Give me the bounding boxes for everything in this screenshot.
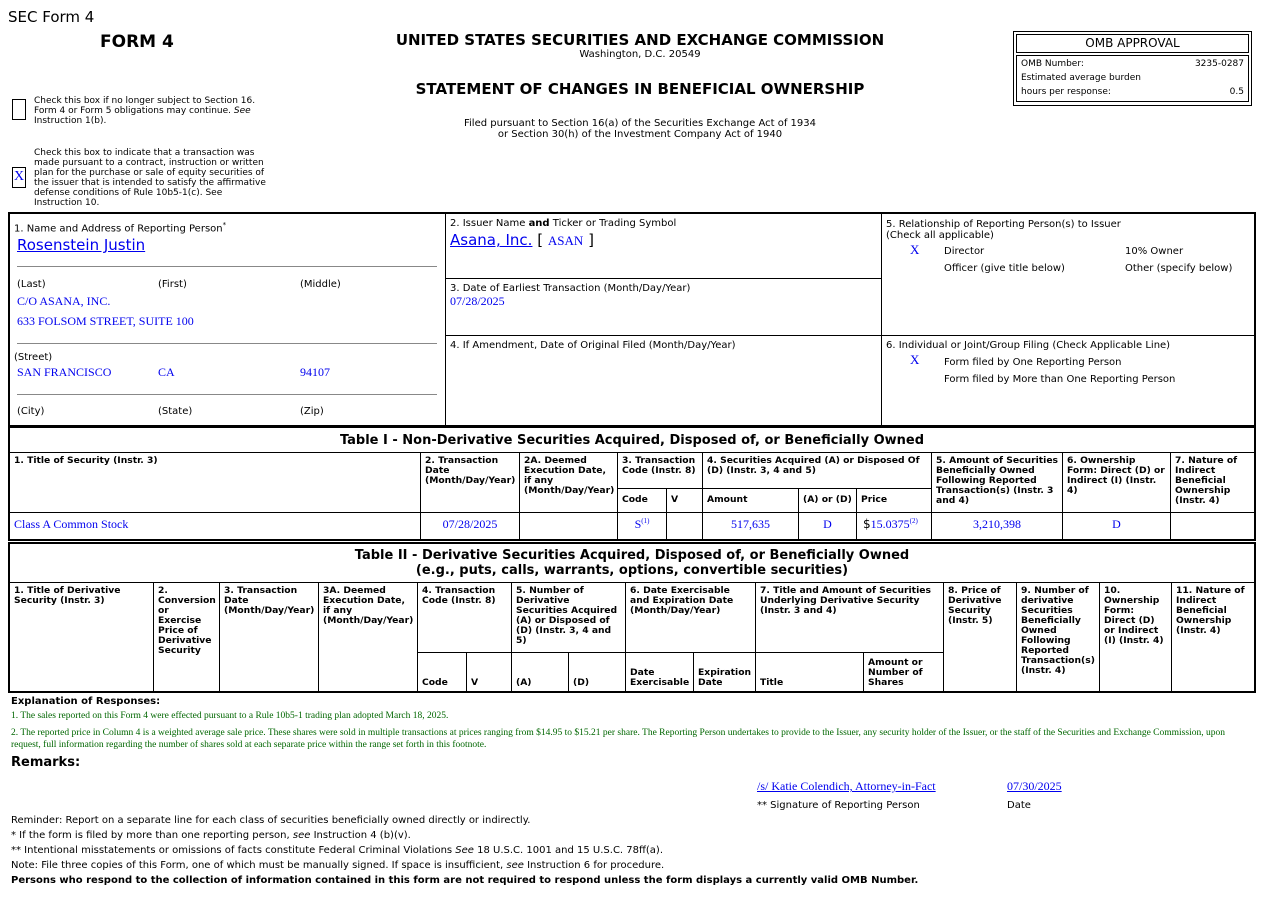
note2-see: see — [292, 830, 311, 841]
transaction-code — [618, 517, 666, 532]
one-person-label: Form filed by One Reporting Person — [944, 357, 1122, 368]
table2-title-1: Table II - Derivative Securities Acquired, Disposed of, or Beneficially Owned — [354, 548, 910, 563]
t1-col5-header: 5. Amount of Securities Beneficially Owned Following Reported Transaction(s) (Instr. 3 and 4) — [931, 452, 1063, 513]
t2-col4-header: 4. Transaction Code (Instr. 8) — [417, 582, 512, 653]
first-label: (First) — [158, 279, 187, 290]
t1-price-header: Price — [856, 488, 932, 513]
box3-label: 3. Date of Earliest Transaction (Month/Day/Year) — [450, 283, 691, 294]
box4-label: 4. If Amendment, Date of Original Filed (Month/Day/Year) — [450, 340, 736, 351]
t1-date-cell — [420, 512, 520, 541]
note-copies — [11, 860, 664, 871]
t1-aord-cell — [798, 512, 857, 541]
t1-col3-header: 3. Transaction Code (Instr. 8) — [617, 452, 703, 489]
last-label: (Last) — [17, 279, 46, 290]
note4-b: Instruction 6 for procedure. — [523, 860, 665, 871]
reporting-person-box — [8, 212, 446, 426]
price-number: 15.0375 — [870, 517, 910, 531]
t2-col8-header: 8. Price of Derivative Security (Instr. 5) — [943, 582, 1017, 693]
price-value — [863, 517, 918, 532]
zip-value: 94107 — [300, 365, 330, 379]
t2-v-header: V — [466, 652, 512, 693]
agency-title: UNITED STATES SECURITIES AND EXCHANGE COMMISSION — [395, 31, 885, 49]
transaction-date: 07/28/2025 — [442, 517, 498, 531]
t1-v-header: V — [666, 488, 703, 513]
name-rule — [17, 266, 437, 267]
box5-label-2: (Check all applicable) — [886, 230, 994, 241]
address-rule — [17, 343, 437, 344]
issuer-box — [445, 212, 882, 279]
t1-col7-header: 7. Nature of Indirect Beneficial Ownership (Instr. 4) — [1170, 452, 1256, 513]
note2-a: * If the form is filed by more than one reporting person, — [11, 830, 293, 841]
form-label: FORM 4 — [100, 32, 174, 52]
t2-date-exercisable-header: Date Exercisable — [625, 652, 694, 693]
table2-title-bar — [8, 542, 1256, 583]
amendment-box — [445, 335, 882, 426]
address-line-1: C/O ASANA, INC. — [17, 294, 111, 308]
one-person-check-mark[interactable]: X — [910, 352, 920, 367]
t1-form-cell — [1062, 512, 1171, 541]
box6-label: 6. Individual or Joint/Group Filing (Check Applicable Line) — [886, 340, 1171, 351]
remarks-heading: Remarks: — [11, 755, 81, 770]
note-reminder: Reminder: Report on a separate line for each class of securities beneficially owned directly or indirectly. — [11, 815, 531, 826]
footnote-2-ref[interactable]: (2) — [909, 517, 918, 525]
t2-col9-header: 9. Number of derivative Securities Beneficially Owned Following Reported Transaction(s) (Instr. 4) — [1016, 582, 1100, 693]
doc-title: SEC Form 4 — [8, 8, 95, 26]
t1-col6-header: 6. Ownership Form: Direct (D) or Indirect (I) (Instr. 4) — [1062, 452, 1171, 513]
more-persons-label: Form filed by More than One Reporting Person — [944, 374, 1176, 385]
agency-city: Washington, D.C. 20549 — [579, 49, 701, 60]
t1-col2a-header: 2A. Deemed Execution Date, if any (Month/Day/Year) — [519, 452, 618, 513]
t2-col2-header: 2. Conversion or Exercise Price of Derivative Security — [153, 582, 220, 693]
earliest-transaction-box — [445, 278, 882, 336]
box2-label — [450, 218, 676, 229]
filed-line-1: Filed pursuant to Section 16(a) of the Securities Exchange Act of 1934 — [464, 118, 816, 129]
statement-title: STATEMENT OF CHANGES IN BENEFICIAL OWNERSHIP — [415, 80, 865, 98]
city-value: SAN FRANCISCO — [17, 365, 112, 379]
t2-code-header: Code — [417, 652, 467, 693]
table1-title: Table I - Non-Derivative Securities Acquired, Disposed of, or Beneficially Owned — [339, 433, 925, 448]
explanation-heading: Explanation of Responses: — [11, 696, 161, 707]
director-check-mark[interactable]: X — [910, 242, 920, 257]
address-line-2: 633 FOLSOM STREET, SUITE 100 — [17, 314, 194, 328]
table-row — [8, 512, 421, 541]
issuer-name[interactable]: Asana, Inc. — [450, 231, 533, 249]
security-title: Class A Common Stock — [14, 517, 129, 531]
t1-amount-cell — [702, 512, 799, 541]
signature-name[interactable]: /s/ Katie Colendich, Attorney-in-Fact — [757, 779, 936, 793]
t2-col5-header: 5. Number of Derivative Securities Acquired (A) or Disposed of (D) (Instr. 3, 4 and 5) — [511, 582, 626, 653]
t1-deemed-cell — [519, 512, 618, 541]
table1-title-bar — [8, 426, 1256, 453]
t2-col1-header: 1. Title of Derivative Security (Instr. 3) — [8, 582, 154, 693]
amount-value: 517,635 — [731, 517, 770, 531]
state-label: (State) — [158, 406, 193, 417]
state-value: CA — [158, 365, 175, 379]
t2-d-header: (D) — [568, 652, 626, 693]
note3-see: See — [455, 845, 474, 856]
signature-label: ** Signature of Reporting Person — [757, 800, 920, 811]
box5-label-1: 5. Relationship of Reporting Person(s) to Issuer — [886, 219, 1121, 230]
t1-price-cell — [856, 512, 932, 541]
footnote-1: 1. The sales reported on this Form 4 were effected pursuant to a Rule 10b5-1 trading plan adopted March 18, 2025. — [11, 711, 449, 721]
t2-col3-header: 3. Transaction Date (Month/Day/Year) — [219, 582, 319, 693]
box2-label-a: 2. Issuer Name — [450, 218, 529, 229]
zip-label: (Zip) — [300, 406, 324, 417]
section16-see: See — [233, 106, 251, 116]
t2-col10-header: 10. Ownership Form: Direct (D) or Indirect (I) (Instr. 4) — [1099, 582, 1172, 693]
section16-text-b: Instruction 1(b). — [34, 116, 107, 126]
relationship-box — [881, 212, 1256, 336]
bracket-open: [ — [537, 231, 544, 249]
city-rule — [17, 394, 437, 395]
t2-col3a-header: 3A. Deemed Execution Date, if any (Month/Day/Year) — [318, 582, 418, 693]
ticker-symbol: ASAN — [547, 233, 584, 248]
box1-label-text: 1. Name and Address of Reporting Person — [14, 223, 223, 235]
box1-label — [14, 221, 226, 234]
omb-approval-box — [1013, 31, 1252, 106]
note4-see: see — [506, 860, 524, 871]
owned-value: 3,210,398 — [973, 517, 1021, 531]
t2-a-header: (A) — [511, 652, 569, 693]
note3-b: 18 U.S.C. 1001 and 15 U.S.C. 78ff(a). — [473, 845, 664, 856]
t1-col4-header: 4. Securities Acquired (A) or Disposed Of (D) (Instr. 3, 4 and 5) — [702, 452, 932, 489]
t1-col1-header: 1. Title of Security (Instr. 3) — [8, 452, 421, 513]
note-multiple-persons — [11, 830, 411, 841]
bracket-close: ] — [588, 231, 594, 249]
omb-number-value: 3235-0287 — [1194, 59, 1244, 69]
officer-label: Officer (give title below) — [944, 263, 1065, 274]
issuer-line — [450, 231, 594, 249]
rule10b5-text: Check this box to indicate that a transaction was made pursuant to a contract, instruction or written plan for the purchase or sale of equity securities of the issuer that is intended to satisfy the affirmative defense conditions of Rule 10b5-1(c). See Instruction 10. — [34, 148, 266, 208]
note3-a: ** Intentional misstatements or omissions of facts constitute Federal Criminal Violations — [11, 845, 456, 856]
t2-col6-header: 6. Date Exercisable and Expiration Date (Month/Day/Year) — [625, 582, 756, 653]
earliest-transaction-date: 07/28/2025 — [450, 294, 505, 308]
price-dollar: $ — [863, 517, 871, 531]
omb-burden-label-1: Estimated average burden — [1021, 73, 1141, 83]
t1-nature-cell — [1170, 512, 1256, 541]
omb-title: OMB APPROVAL — [1016, 34, 1249, 53]
t1-col2-header: 2. Transaction Date (Month/Day/Year) — [420, 452, 520, 513]
date-label: Date — [1007, 800, 1031, 811]
reporting-person-name[interactable]: Rosenstein Justin — [17, 236, 146, 254]
t1-aord-header: (A) or (D) — [798, 488, 857, 513]
street-label: (Street) — [14, 352, 53, 363]
section16-text-a: Check this box if no longer subject to Section 16. Form 4 or Form 5 obligations may continue. — [34, 96, 256, 116]
footnote-1-ref[interactable]: (1) — [641, 517, 650, 525]
section16-text — [34, 96, 264, 126]
ownership-form-value: D — [1112, 517, 1121, 531]
box2-label-b: Ticker or Trading Symbol — [549, 218, 677, 229]
omb-details — [1016, 55, 1249, 102]
t2-expiration-header: Expiration Date — [693, 652, 756, 693]
t2-amount-header: Amount or Number of Shares — [863, 652, 944, 693]
t1-code-header: Code — [617, 488, 667, 513]
transaction-code-value: S — [634, 517, 642, 531]
director-label: Director — [944, 246, 985, 257]
rule10b5-checkbox[interactable]: X — [12, 167, 26, 188]
t2-col7-header: 7. Title and Amount of Securities Underlying Derivative Security (Instr. 3 and 4) — [755, 582, 944, 653]
footnote-2: 2. The reported price in Column 4 is a weighted average sale price. These shares were sold in multiple transactions at prices ranging from $14.95 to $15.21 per share. The Reporting Person undertakes to provide to the Issuer, any security holder of the Issuer, or the staff of the Securities and Exchange Commission, upon request, full information regarding the number of shares sold at each separate price within the range set forth in this footnote. — [11, 728, 1225, 750]
section16-checkbox[interactable] — [12, 99, 26, 120]
note2-b: Instruction 4 (b)(v). — [310, 830, 411, 841]
t2-title-header: Title — [755, 652, 864, 693]
note-violations — [11, 845, 663, 856]
ten-percent-owner-label: 10% Owner — [1125, 246, 1184, 257]
other-label: Other (specify below) — [1125, 263, 1233, 274]
middle-label: (Middle) — [300, 279, 341, 290]
note-omb: Persons who respond to the collection of information contained in this form are not required to respond unless the form displays a currently valid OMB Number. — [11, 875, 919, 886]
t2-col11-header: 11. Nature of Indirect Beneficial Ownership (Instr. 4) — [1171, 582, 1256, 693]
t1-amount-header: Amount — [702, 488, 799, 513]
t1-code-cell — [617, 512, 667, 541]
omb-burden-value: 0.5 — [1229, 87, 1244, 97]
box1-label-sup: * — [222, 221, 227, 229]
aord-value: D — [823, 517, 832, 531]
t1-v-cell — [666, 512, 703, 541]
signature-date: 07/30/2025 — [1007, 779, 1062, 793]
city-label: (City) — [17, 406, 45, 417]
t1-owned-cell — [931, 512, 1063, 541]
table2-title-2: (e.g., puts, calls, warrants, options, convertible securities) — [415, 563, 849, 578]
box2-label-and: and — [528, 218, 550, 229]
filed-line-2: or Section 30(h) of the Investment Company Act of 1940 — [497, 129, 783, 140]
omb-number-label: OMB Number: — [1021, 59, 1084, 69]
note4-a: Note: File three copies of this Form, one of which must be manually signed. If space is insufficient, — [11, 860, 507, 871]
filing-type-box — [881, 335, 1256, 426]
omb-burden-label-2: hours per response: — [1021, 87, 1111, 97]
